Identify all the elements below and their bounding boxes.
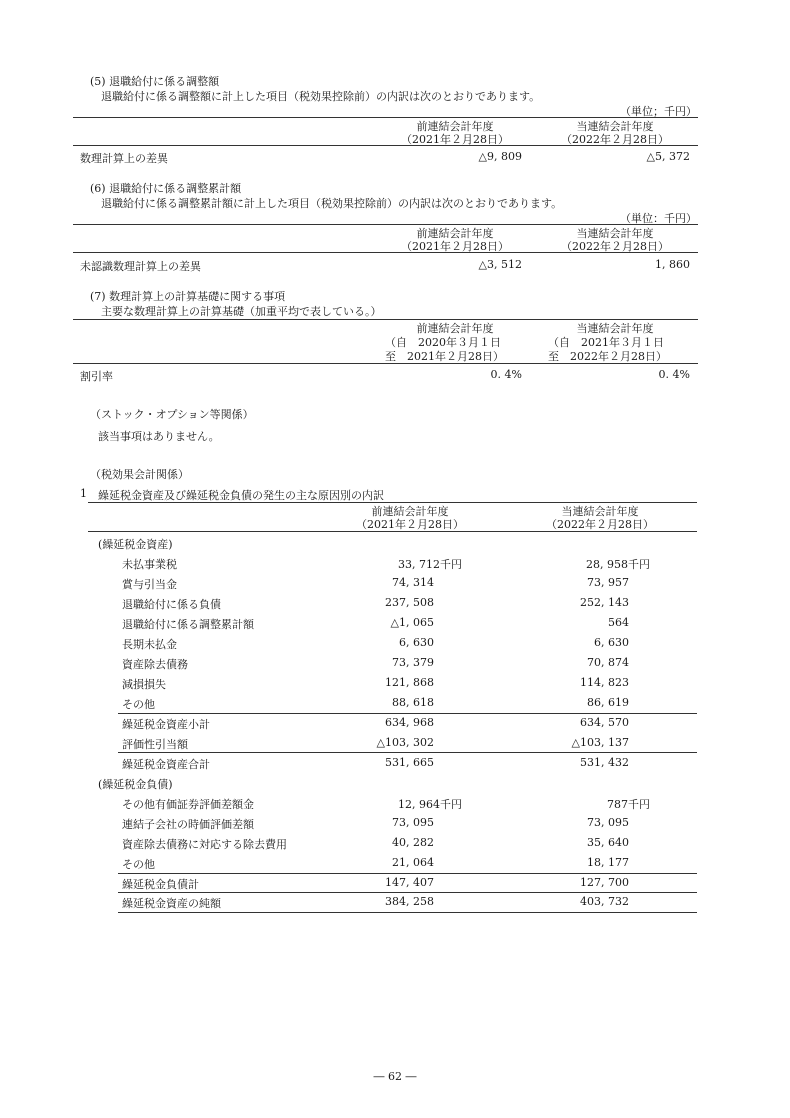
liability-row-curr: 18, 177 xyxy=(587,856,629,869)
asset-row-label: 退職給付に係る調整累計額 xyxy=(122,618,254,631)
asset-row-curr: 73, 957 xyxy=(587,576,629,589)
valuation-allowance-label: 評価性引当額 xyxy=(122,738,188,751)
assets-subtotal-curr: 634, 570 xyxy=(580,716,629,729)
asset-row-label: その他 xyxy=(122,698,155,711)
stock-option-body: 該当事項はありません。 xyxy=(98,430,220,443)
liability-row-label: その他 xyxy=(122,858,155,871)
asset-row-curr: 86, 619 xyxy=(587,696,629,709)
asset-row-curr: 28, 958千円 xyxy=(586,558,650,571)
asset-row-label: 長期未払金 xyxy=(122,638,177,651)
tax-section-title: 繰延税金資産及び繰延税金負債の発生の主な原因別の内訳 xyxy=(98,489,384,502)
page-number: ― 62 ― xyxy=(373,1070,417,1083)
section-6-row-prev: △3, 512 xyxy=(478,258,522,271)
liabilities-total-label: 繰延税金負債計 xyxy=(122,878,199,891)
section-7-col1-from: （自 2020年３月１日 xyxy=(385,336,501,349)
asset-row-curr: 6, 630 xyxy=(594,636,629,649)
asset-row-label: 資産除去債務 xyxy=(122,658,188,671)
assets-subtotal-rule xyxy=(118,713,697,714)
section-7-title: (7) 数理計算上の計算基礎に関する事項 xyxy=(90,290,286,303)
section-5-row-label: 数理計算上の差異 xyxy=(80,152,168,165)
assets-subtotal-prev: 634, 968 xyxy=(385,716,434,729)
tax-col1-date: （2021年２月28日） xyxy=(356,518,464,531)
asset-row-label: 退職給付に係る負債 xyxy=(122,598,221,611)
asset-row-label: 賞与引当金 xyxy=(122,578,177,591)
net-deferred-tax-assets-label: 繰延税金資産の純額 xyxy=(122,897,221,910)
liabilities-total-prev: 147, 407 xyxy=(385,876,434,889)
section-6-mid-rule xyxy=(73,252,698,253)
section-6-col1-date: （2021年２月28日） xyxy=(401,240,509,253)
liability-row-label: 連結子会社の時価評価差額 xyxy=(122,818,254,831)
deferred-tax-liabilities-heading: (繰延税金負債) xyxy=(98,778,173,791)
section-5-col2-head: 当連結会計年度 xyxy=(576,120,654,133)
section-7-col1-to: 至 2021年２月28日） xyxy=(385,350,504,363)
tax-effect-heading: （税効果会計関係） xyxy=(90,468,189,481)
liability-row-curr: 787千円 xyxy=(607,798,650,811)
section-7-row-curr: 0. 4% xyxy=(658,368,690,381)
asset-row-label: 減損損失 xyxy=(122,678,166,691)
section-7-row-label: 割引率 xyxy=(80,370,113,383)
liability-row-curr: 73, 095 xyxy=(587,816,629,829)
assets-subtotal-label: 繰延税金資産小計 xyxy=(122,718,210,731)
liability-row-label: 資産除去債務に対応する除去費用 xyxy=(122,838,287,851)
assets-total-label: 繰延税金資産合計 xyxy=(122,758,210,771)
stock-option-heading: （ストック・オプション等関係） xyxy=(90,408,254,421)
asset-row-prev: 237, 508 xyxy=(385,596,434,609)
tax-section-number: 1 xyxy=(80,487,87,500)
section-7-row-prev: 0. 4% xyxy=(490,368,522,381)
assets-total-prev: 531, 665 xyxy=(385,756,434,769)
asset-row-curr: 564 xyxy=(608,616,629,629)
assets-total-curr: 531, 432 xyxy=(580,756,629,769)
asset-row-label: 未払事業税 xyxy=(122,558,177,571)
asset-row-prev: 33, 712千円 xyxy=(398,558,462,571)
deferred-tax-assets-heading: (繰延税金資産) xyxy=(98,538,173,551)
liability-row-prev: 21, 064 xyxy=(392,856,434,869)
asset-row-prev: △1, 065 xyxy=(390,616,434,629)
section-5-description: 退職給付に係る調整額に計上した項目（税効果控除前）の内訳は次のとおりであります。 xyxy=(101,90,541,103)
section-5-title: (5) 退職給付に係る調整額 xyxy=(90,75,220,88)
section-5-mid-rule xyxy=(73,145,698,146)
section-6-col2-date: （2022年２月28日） xyxy=(561,240,669,253)
valuation-allowance-prev: △103, 302 xyxy=(376,736,434,749)
tax-col2-date: （2022年２月28日） xyxy=(546,518,654,531)
section-6-row-label: 未認識数理計算上の差異 xyxy=(80,260,201,273)
assets-total-rule xyxy=(118,752,697,753)
asset-row-prev: 88, 618 xyxy=(392,696,434,709)
section-6-unit: （単位：千円） xyxy=(620,212,697,225)
liabilities-total-curr: 127, 700 xyxy=(580,876,629,889)
section-5-col1-date: （2021年２月28日） xyxy=(401,133,509,146)
asset-row-curr: 114, 823 xyxy=(580,676,629,689)
section-6-col2-head: 当連結会計年度 xyxy=(576,227,654,240)
net-deferred-tax-assets-prev: 384, 258 xyxy=(385,895,434,908)
tax-table-head-rule xyxy=(88,531,697,532)
asset-row-curr: 70, 874 xyxy=(587,656,629,669)
liability-row-prev: 73, 095 xyxy=(392,816,434,829)
section-6-col1-head: 前連結会計年度 xyxy=(416,227,494,240)
section-6-description: 退職給付に係る調整累計額に計上した項目（税効果控除前）の内訳は次のとおりであります。 xyxy=(101,197,563,210)
section-5-col2-date: （2022年２月28日） xyxy=(561,133,669,146)
net-rule xyxy=(118,892,697,893)
section-5-row-prev: △9, 809 xyxy=(478,150,522,163)
tax-col1-head: 前連結会計年度 xyxy=(371,505,449,518)
section-7-col2-to: 至 2022年２月28日） xyxy=(548,350,667,363)
section-5-unit: （単位；千円） xyxy=(620,105,697,118)
asset-row-prev: 73, 379 xyxy=(392,656,434,669)
section-7-description: 主要な数理計算上の計算基礎（加重平均で表している。） xyxy=(101,305,382,318)
asset-row-prev: 74, 314 xyxy=(392,576,434,589)
section-5-row-curr: △5, 372 xyxy=(646,150,690,163)
liability-row-curr: 35, 640 xyxy=(587,836,629,849)
table-bottom-rule xyxy=(118,912,697,913)
asset-row-curr: 252, 143 xyxy=(580,596,629,609)
valuation-allowance-curr: △103, 137 xyxy=(571,736,629,749)
liability-row-prev: 12, 964千円 xyxy=(398,798,462,811)
liability-row-label: その他有価証券評価差額金 xyxy=(122,798,254,811)
section-7-mid-rule xyxy=(73,363,698,364)
section-6-title: (6) 退職給付に係る調整累計額 xyxy=(90,182,242,195)
section-6-row-curr: 1, 860 xyxy=(655,258,690,271)
asset-row-prev: 6, 630 xyxy=(399,636,434,649)
asset-row-prev: 121, 868 xyxy=(385,676,434,689)
tax-col2-head: 当連結会計年度 xyxy=(561,505,639,518)
liability-row-prev: 40, 282 xyxy=(392,836,434,849)
section-5-col1-head: 前連結会計年度 xyxy=(416,120,494,133)
net-deferred-tax-assets-curr: 403, 732 xyxy=(580,895,629,908)
liabilities-total-rule xyxy=(118,873,697,874)
section-7-col1-head: 前連結会計年度 xyxy=(416,322,494,335)
section-7-col2-head: 当連結会計年度 xyxy=(576,322,654,335)
section-7-col2-from: （自 2021年３月１日 xyxy=(548,336,664,349)
